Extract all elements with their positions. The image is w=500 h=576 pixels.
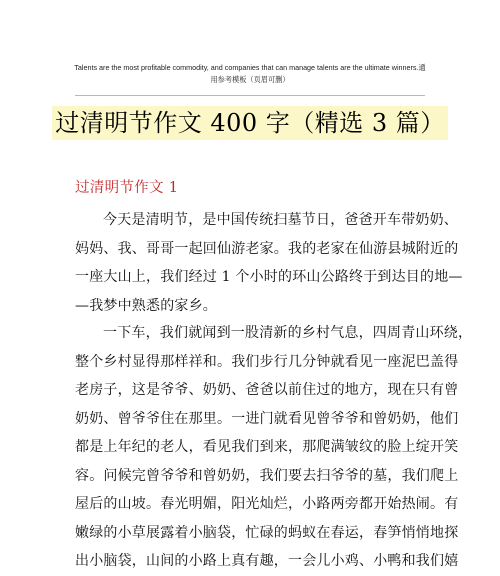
header-text-english: Talents are the most profitable commodity, and companies that can manage talents are the ultimate winners.通	[74, 63, 426, 72]
paragraph-line: 一下车，我们就闻到一股清新的乡村气息，四周青山环绕，	[103, 325, 473, 341]
paragraph-line: 屋后的山坡。春光明媚，阳光灿烂，小路两旁都开始热闹。有	[75, 496, 459, 512]
document-title: 过清明节作文 400 字（精选 3 篇）	[52, 106, 448, 140]
paragraph-line: 整个乡村显得那样祥和。我们步行几分钟就看见一座泥巴盖得	[75, 353, 459, 370]
paragraph-line: 出小脑袋，山间的小路上真有趣，一会儿小鸡、小鸭和我们嬉	[75, 553, 459, 569]
paragraph-line: 今天是清明节，是中国传统扫墓节日，爸爸开车带奶奶、	[103, 212, 458, 228]
paragraph-2	[75, 319, 473, 576]
paragraph-line: —我梦中熟悉的家乡。	[75, 297, 217, 314]
paragraph-line: 奶奶、曾爷爷住在那里。一进门就看见曾爷爷和曾奶奶，他们	[75, 410, 459, 427]
paragraph-line: 嫩绿的小草展露着小脑袋，忙碌的蚂蚁在春运，春笋悄悄地探	[75, 524, 459, 541]
paragraph-line: 容。问候完曾爷爷和曾奶奶，我们要去扫爷爷的墓，我们爬上	[75, 467, 459, 484]
paragraph-1	[75, 206, 463, 320]
section-title: 过清明节作文 1	[75, 180, 179, 196]
paragraph-line: 老房子，这是爷爷、奶奶、爸爸以前住过的地方，现在只有曾	[75, 382, 459, 398]
paragraph-line: 妈妈、我、哥哥一起回仙游老家。我的老家在仙游县城附近的	[75, 240, 459, 257]
paragraph-line: 一座大山上，我们经过 1 个小时的环山公路终于到达目的地—	[75, 269, 463, 285]
header-divider	[75, 95, 425, 96]
header-text-note: 用参考模板（页眉可删）	[210, 75, 290, 84]
paragraph-line: 都是上年纪的老人，看见我们到来，那爬满皱纹的脸上绽开笑	[75, 439, 459, 455]
document-title-wrapper	[0, 106, 500, 140]
